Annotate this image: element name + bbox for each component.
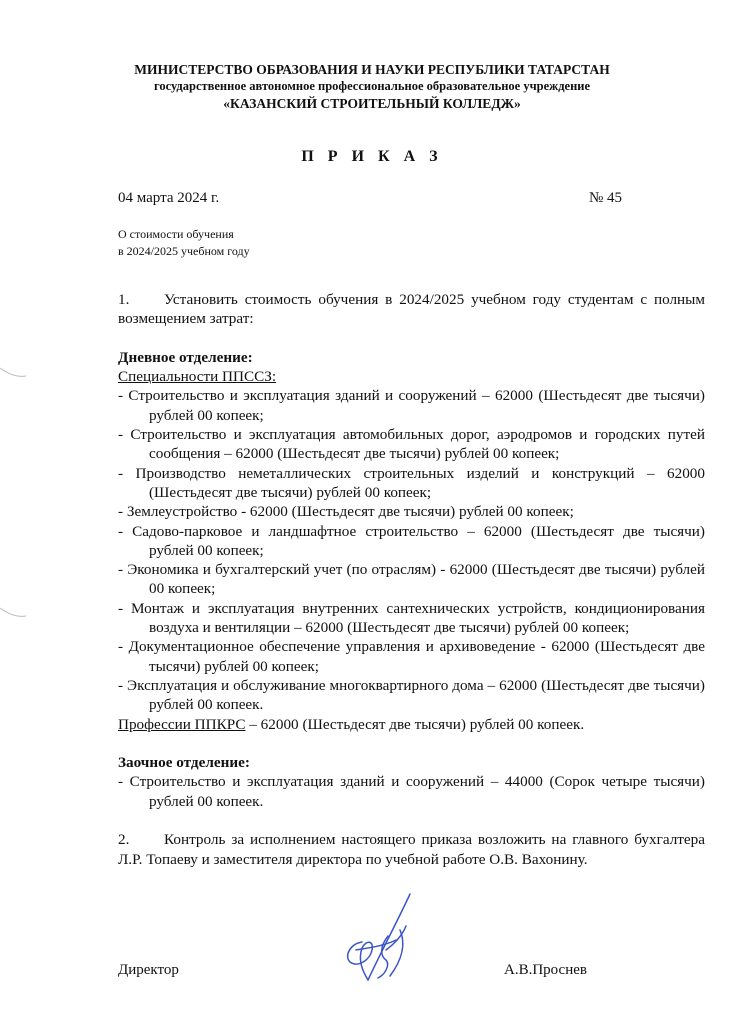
- list-item: - Строительство и эксплуатация зданий и сооружений – 62000 (Шестьдесят две тысячи) рублей 00 копеек;: [118, 387, 705, 424]
- clause-number: 1.: [118, 291, 130, 308]
- director-signature: [328, 890, 438, 986]
- subject-line: в 2024/2025 учебном году: [118, 244, 250, 258]
- order-subject: [118, 226, 250, 260]
- correspondence-department-heading: Заочное отделение:: [118, 754, 250, 772]
- signatory-position: Директор: [118, 962, 179, 978]
- professions-line: [118, 715, 705, 734]
- punch-hole-mark: [0, 366, 26, 380]
- list-item: - Производство неметаллических строительных изделий и конструкций – 62000 (Шестьдесят две тысячи) рублей 00 копеек;: [118, 464, 705, 501]
- list-item: - Землеустройство - 62000 (Шестьдесят две тысячи) рублей 00 копеек;: [118, 503, 574, 521]
- list-item: - Монтаж и эксплуатация внутренних сантехнических устройств, кондиционирования воздуха и вентиляции – 62000 (Шестьдесят две тысячи) рублей 00 копеек;: [118, 599, 705, 637]
- clause-number: 2.: [118, 831, 130, 849]
- punch-hole-mark: [0, 606, 26, 620]
- college-name: «КАЗАНСКИЙ СТРОИТЕЛЬНЫЙ КОЛЛЕДЖ»: [223, 96, 521, 111]
- list-item: - Строительство и эксплуатация зданий и сооружений – 44000 (Сорок четыре тысячи) рублей 00 копеек.: [118, 773, 705, 810]
- specialties-heading: Специальности ППССЗ:: [118, 368, 277, 386]
- list-item: - Документационное обеспечение управления и архивоведение - 62000 (Шестьдесят две тысячи) рублей 00 копеек;: [118, 638, 705, 675]
- order-number: № 45: [589, 190, 623, 206]
- order-date: 04 марта 2024 г.: [118, 190, 220, 206]
- signatory-name: А.В.Проснев: [504, 962, 587, 978]
- document-header: [0, 61, 744, 112]
- order-body: [118, 290, 705, 869]
- list-item: - Садово-парковое и ландшафтное строительство – 62000 (Шестьдесят две тысячи) рублей 00 копеек;: [118, 522, 705, 559]
- clause-text: Установить стоимость обучения в 2024/2025 учебном году студентам с полным возмещением затрат:: [118, 291, 705, 328]
- professions-cost: – 62000 (Шестьдесят две тысячи) рублей 00 копеек.: [245, 715, 585, 733]
- list-item: - Строительство и эксплуатация автомобильных дорог, аэродромов и городских путей сообщения – 62000 (Шестьдесят две тысячи) рублей 00 копеек;: [118, 426, 705, 463]
- list-item: - Экономика и бухгалтерский учет (по отраслям) - 62000 (Шестьдесят две тысячи) рублей 00 копеек;: [118, 561, 705, 598]
- professions-label: Профессии ППКРС: [118, 715, 246, 733]
- clause-1: [118, 290, 705, 329]
- subject-line: О стоимости обучения: [118, 227, 234, 241]
- institution-type: государственное автономное профессиональное образовательное учреждение: [153, 79, 591, 93]
- list-item: - Эксплуатация и обслуживание многоквартирного дома – 62000 (Шестьдесят две тысячи) рублей 00 копеек.: [118, 676, 705, 714]
- clause-text: Контроль за исполнением настоящего приказа возложить на главного бухгалтера Л.Р. Топаеву и заместителя директора по учебной работе О.В. Вахонину.: [118, 831, 705, 868]
- document-title: П Р И К А З: [301, 148, 443, 165]
- ministry-name: МИНИСТЕРСТВО ОБРАЗОВАНИЯ И НАУКИ РЕСПУБЛИКИ ТАТАРСТАН: [134, 62, 610, 77]
- day-department-heading: Дневное отделение:: [118, 348, 253, 366]
- clause-2: [118, 830, 705, 869]
